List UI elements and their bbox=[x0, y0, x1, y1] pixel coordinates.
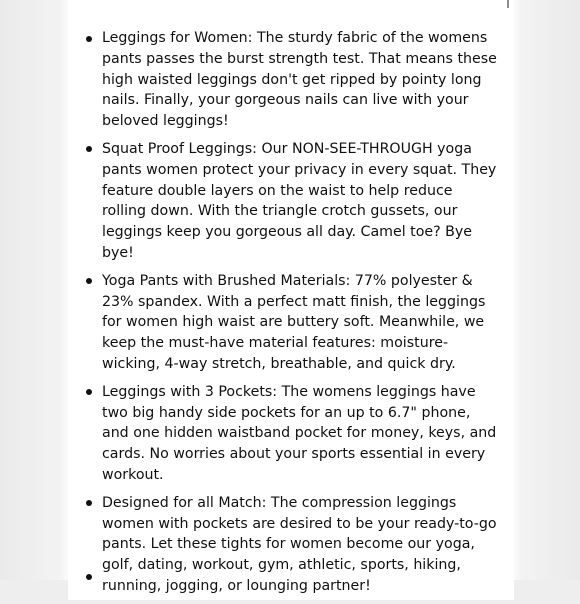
bullet-dot-icon bbox=[86, 146, 92, 152]
feature-bullet-text: Leggings with 3 Pockets: The womens leggings have two big handy side pockets for an up to 6.7" phone, and one hidden waistband pocket for money, keys, and cards. No worries about your sports essential in every workout. bbox=[102, 383, 497, 483]
feature-bullet-list bbox=[84, 28, 498, 604]
feature-bullet-text: Yoga Pants with Brushed Materials: 77% polyester & 23% spandex. With a perfect matt finish, the leggings for women high waist are buttery soft. Meanwhile, we keep the must-have material features: moisture-wicking, 4-way stretch, breathable, and quick dry. bbox=[102, 272, 486, 372]
bullet-dot-icon bbox=[86, 36, 92, 42]
bullet-dot-icon bbox=[86, 574, 92, 580]
feature-bullet-text: Designed for all Match: The compression leggings women with pockets are desired to be your ready-to-go pants. Let these tights for women become our yoga, golf, dating, workout, gym, athletic, sports, hiking, running, jogging, or lounging partner! bbox=[102, 494, 497, 594]
feature-bullet-4 bbox=[84, 382, 498, 486]
feature-bullet-text: Leggings for Women: The sturdy fabric of the womens pants passes the burst strength test. That means these high waisted leggings don't get ripped by pointy long nails. Finally, your gorgeous nails can live with your beloved leggings! bbox=[102, 30, 497, 130]
bullet-dot-icon bbox=[86, 500, 92, 506]
next-bullet-fragment bbox=[84, 570, 102, 586]
scrollbar-thumb[interactable] bbox=[507, 0, 509, 8]
feature-bullet-text: Squat Proof Leggings: Our NON-SEE-THROUGH yoga pants women protect your privacy in every squat. They feature double layers on the waist to help reduce rolling down. With the triangle crotch gussets, our leggings keep you gorgeous all day. Camel toe? Bye bye! bbox=[102, 140, 497, 261]
feature-bullet-3 bbox=[84, 271, 498, 375]
bullet-dot-icon bbox=[86, 278, 92, 284]
bullet-dot-icon bbox=[86, 389, 92, 395]
feature-bullet-5 bbox=[84, 493, 498, 597]
feature-bullet-1 bbox=[84, 28, 498, 132]
feature-bullet-2 bbox=[84, 139, 498, 264]
